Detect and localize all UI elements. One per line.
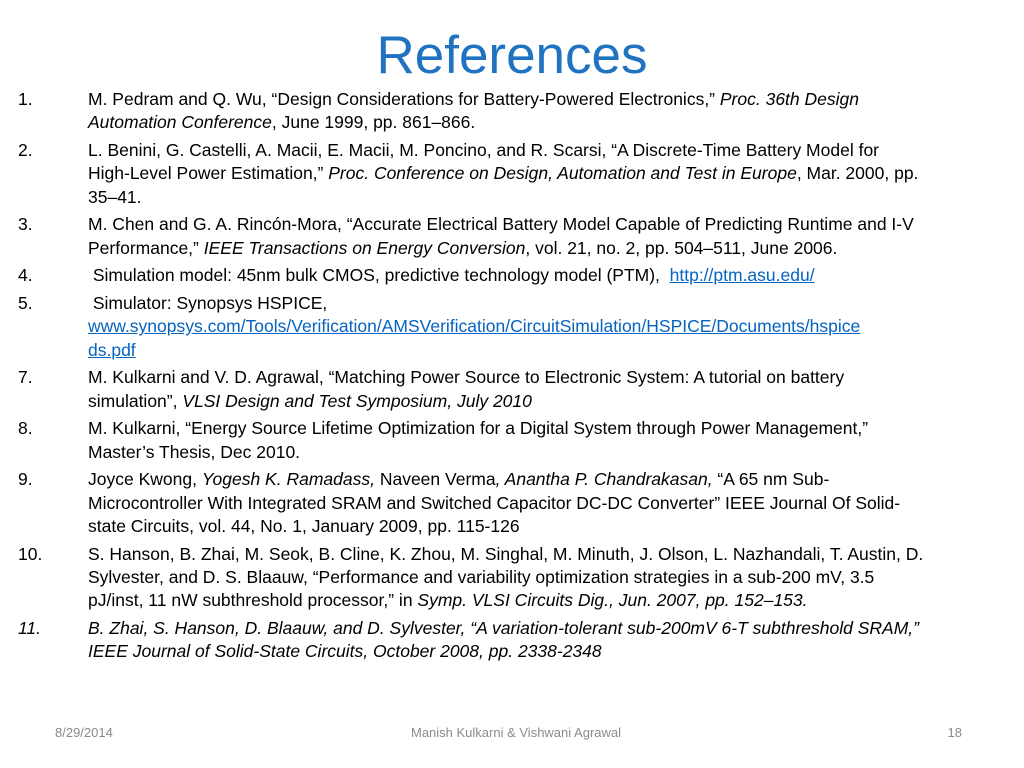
reference-segment: , June 1999, pp. 861–866. [271,112,476,133]
reference-line [88,339,1014,362]
reference-segment: , Mar. 2000, pp. [796,163,919,184]
reference-link[interactable]: www.synopsys.com/Tools/Verification/AMSVerification/CircuitSimulation/HSPICE/Documents/hspice [88,316,861,337]
reference-text [88,468,1014,538]
reference-number: 9. [18,469,33,490]
reference-text [88,617,1014,664]
reference-line [88,139,1014,162]
reference-line [88,264,1014,287]
reference-segment: Proc. Conference on Design, Automation and Test in Europe [328,163,797,184]
reference-segment: , vol. 21, no. 2, pp. 504–511, June 2006. [525,237,838,258]
reference-segment: simulation”, [88,390,183,411]
reference-segment: M. Chen and G. A. Rincón-Mora, “Accurate Electrical Battery Model Capable of Predicting Runtime and I-V [88,214,914,235]
reference-item [0,139,1024,209]
reference-text [88,366,1014,413]
reference-segment: IEEE Journal of Solid-State Circuits, October 2008, pp. 2338-2348 [88,641,602,662]
reference-segment: L. Benini, G. Castelli, A. Macii, E. Macii, M. Poncino, and R. Scarsi, “A Discrete-Time Battery Model for [88,139,880,160]
reference-item [0,617,1024,664]
reference-line [88,543,1014,566]
reference-number: 8. [18,418,33,439]
reference-item [0,417,1024,464]
reference-number: 11. [18,617,42,638]
reference-line [88,515,1014,538]
reference-line [88,617,1014,640]
slide-title: References [376,26,648,85]
reference-segment: Joyce Kwong, [88,469,202,490]
reference-line [88,417,1014,440]
reference-number: 3. [18,214,33,235]
slide-number: 18 [947,725,962,740]
reference-item [0,88,1024,135]
reference-line [88,390,1014,413]
reference-segment: Proc. 36th Design [719,89,859,109]
reference-segment: VLSI Design and Test Symposium, July 2010 [182,390,532,411]
reference-segment: Simulation model: 45nm bulk CMOS, predictive technology model (PTM), [88,265,670,286]
reference-segment: Simulator: Synopsys HSPICE, [88,292,328,313]
reference-line [88,186,1014,209]
reference-line [88,640,1014,663]
reference-segment: , Anantha P. Chandrakasan, [495,469,713,490]
reference-item [0,366,1024,413]
reference-segment: “A 65 nm Sub- [712,469,830,490]
reference-line [88,162,1014,185]
reference-segment: Microcontroller With Integrated SRAM and Switched Capacitor DC-DC Converter” IEEE Journal Of Solid- [88,492,901,513]
footer-authors: Manish Kulkarni & Vishwani Agrawal [410,725,622,740]
reference-item [0,543,1024,613]
reference-line [88,292,1014,315]
reference-segment: M. Kulkarni, “Energy Source Lifetime Optimization for a Digital System through Power Management,” [88,418,869,439]
reference-line [88,589,1014,612]
reference-number: 10. [18,543,43,564]
reference-number: 7. [18,367,33,388]
reference-segment: Master’s Thesis, Dec 2010. [88,441,301,462]
reference-number: 2. [18,139,33,160]
reference-text [88,292,1014,362]
reference-text [88,139,1014,209]
reference-line [88,468,1014,491]
reference-text [88,543,1014,613]
reference-number: 1. [18,89,33,109]
reference-segment: Symp. VLSI Circuits Dig., Jun. 2007, pp. 152–153. [417,590,808,611]
reference-segment: S. Hanson, B. Zhai, M. Seok, B. Cline, K. Zhou, M. Singhal, M. Minuth, J. Olson, L. Nazhandali, T. Austin, D. [88,543,924,564]
reference-line [88,111,1014,134]
reference-segment: pJ/inst, 11 nW subthreshold processor,” in [88,590,418,611]
reference-segment: state Circuits, vol. 44, No. 1, January 2009, pp. 115-126 [88,515,520,536]
reference-text [88,213,1014,260]
reference-segment: High-Level Power Estimation,” [88,163,329,184]
reference-text [88,88,1014,135]
reference-segment: IEEE Transactions on Energy Conversion [203,237,526,258]
reference-line [88,441,1014,464]
reference-line [88,88,1014,111]
reference-number: 5. [18,292,33,313]
reference-text [88,264,1014,287]
reference-segment: Yogesh K. Ramadass, [201,469,375,490]
reference-link[interactable]: ds.pdf [88,339,136,360]
reference-line [88,566,1014,589]
reference-segment: B. Zhai, S. Hanson, D. Blaauw, and D. Sylvester, “A variation-tolerant sub-200mV 6-T subthreshold SRAM,” [88,617,919,638]
reference-text [88,417,1014,464]
reference-segment: M. Pedram and Q. Wu, “Design Considerations for Battery-Powered Electronics,” [88,89,720,109]
reference-item [0,264,1024,287]
reference-segment: Naveen Verma [374,469,496,490]
reference-list [0,88,1024,668]
reference-line [88,315,1014,338]
reference-number: 4. [18,265,33,286]
reference-segment: 35–41. [88,186,142,207]
footer-date: 8/29/2014 [55,725,113,740]
reference-line [88,492,1014,515]
reference-segment: Performance,” [88,237,204,258]
reference-link[interactable]: http://ptm.asu.edu/ [669,265,815,286]
reference-item [0,468,1024,538]
reference-segment: Automation Conference [88,112,272,133]
reference-segment: Sylvester, and D. S. Blaauw, “Performance and variability optimization strategies in a sub-200 mV, 3.5 [88,566,875,587]
reference-line [88,366,1014,389]
reference-item [0,292,1024,362]
reference-line [88,213,1014,236]
reference-item [0,213,1024,260]
reference-segment: M. Kulkarni and V. D. Agrawal, “Matching Power Source to Electronic System: A tutorial on battery [88,367,845,388]
reference-line [88,237,1014,260]
